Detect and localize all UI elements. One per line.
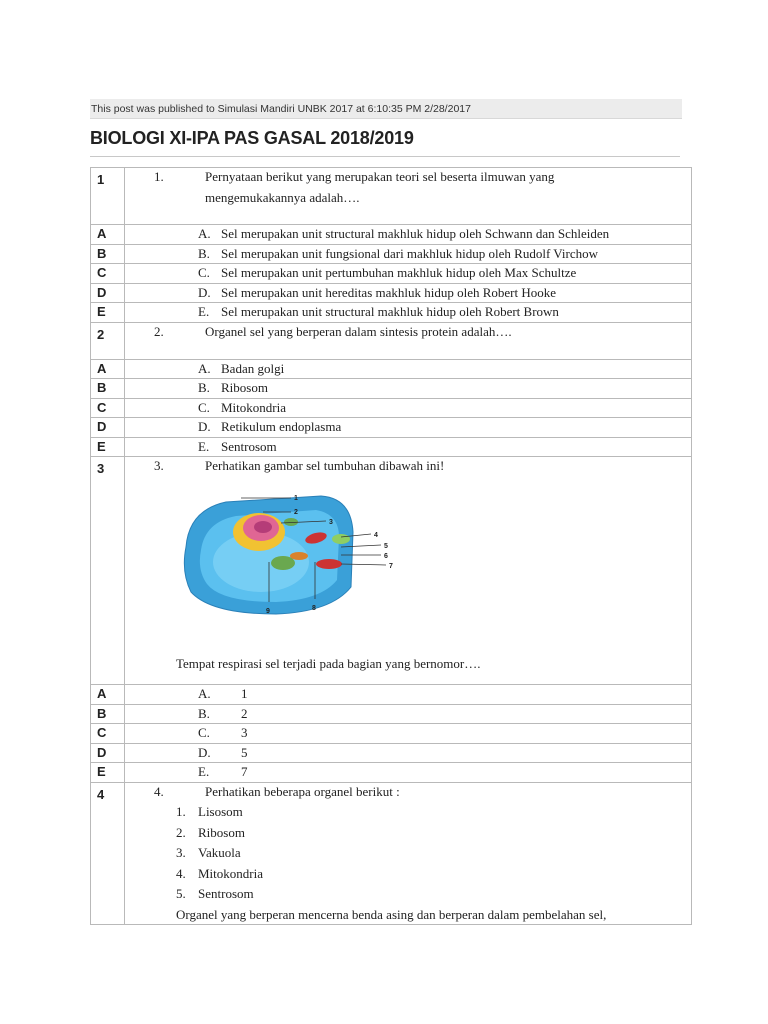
- page-title: BIOLOGI XI-IPA PAS GASAL 2018/2019: [90, 128, 414, 148]
- option-row[interactable]: [91, 225, 692, 245]
- option-key: D: [91, 283, 125, 303]
- option-text: Sel merupakan unit structural makhluk hidup oleh Schwann dan Schleiden: [221, 226, 610, 241]
- question-index: 4.: [154, 783, 164, 799]
- publish-banner: This post was published to Simulasi Mandiri UNBK 2017 at 6:10:35 PM 2/28/2017: [90, 99, 682, 119]
- option-row[interactable]: [91, 379, 692, 399]
- option-text: 5: [241, 744, 248, 760]
- option-label: C.: [198, 399, 210, 415]
- list-text: Vakuola: [198, 845, 241, 860]
- question-row: [91, 782, 692, 925]
- option-text: Sel merupakan unit hereditas makhluk hidup oleh Robert Hooke: [221, 284, 557, 300]
- option-text: 3: [241, 725, 248, 740]
- question-number: 3: [91, 457, 125, 685]
- option-key: B: [91, 379, 125, 399]
- diagram-label: 9: [266, 607, 270, 615]
- option-label: D.: [198, 284, 211, 300]
- option-row[interactable]: [91, 704, 692, 724]
- option-text: Badan golgi: [221, 360, 285, 376]
- option-row[interactable]: [91, 685, 692, 705]
- question-index: 2.: [154, 323, 164, 339]
- option-label: D.: [198, 744, 211, 760]
- question-text: [125, 168, 691, 207]
- list-text: Ribosom: [198, 824, 245, 840]
- list-number: 3.: [176, 845, 186, 860]
- option-key: A: [91, 359, 125, 379]
- option-label: A.: [198, 686, 211, 701]
- option-label: C.: [198, 725, 210, 740]
- diagram-label: 3: [329, 518, 333, 526]
- diagram-label: 7: [389, 562, 393, 570]
- option-label: E.: [198, 304, 210, 319]
- option-key: E: [91, 763, 125, 783]
- option-text: 1: [241, 686, 248, 701]
- diagram-label: 6: [384, 552, 388, 560]
- list-item: [125, 865, 691, 886]
- option-text: Sel merupakan unit pertumbuhan makhluk hidup oleh Max Schultze: [221, 265, 577, 280]
- option-row[interactable]: [91, 743, 692, 763]
- question-cell: [125, 322, 692, 359]
- question-text: [125, 323, 691, 342]
- question-cell: [125, 457, 692, 685]
- list-item: [125, 885, 691, 906]
- list-text: Sentrosom: [198, 886, 254, 901]
- diagram-label: 1: [294, 494, 298, 502]
- option-key: B: [91, 244, 125, 264]
- option-row[interactable]: [91, 264, 692, 284]
- option-label: B.: [198, 245, 210, 261]
- title-divider: [90, 156, 680, 157]
- question-row: [91, 322, 692, 359]
- diagram-label: 4: [374, 531, 378, 539]
- list-number: 2.: [176, 824, 186, 840]
- option-label: B.: [198, 380, 210, 395]
- option-key: C: [91, 264, 125, 284]
- option-row[interactable]: [91, 359, 692, 379]
- option-row[interactable]: [91, 437, 692, 457]
- question-prompt: Tempat respirasi sel terjadi pada bagian yang bernomor….: [176, 655, 481, 671]
- option-text: Retikulum endoplasma: [221, 419, 342, 434]
- list-number: 4.: [176, 865, 186, 881]
- option-row[interactable]: [91, 763, 692, 783]
- question-prompt: Organel yang berperan mencerna benda asing dan berperan dalam pembelahan sel,: [176, 906, 607, 922]
- option-key: C: [91, 398, 125, 418]
- question-number: 2: [91, 322, 125, 359]
- option-text: Sel merupakan unit structural makhluk hidup oleh Robert Brown: [221, 304, 559, 319]
- option-key: D: [91, 743, 125, 763]
- option-row[interactable]: [91, 724, 692, 744]
- diagram-label: 8: [312, 604, 316, 612]
- question-table: [90, 167, 692, 925]
- list-number: 5.: [176, 886, 186, 901]
- diagram-label: 2: [294, 508, 298, 516]
- question-number: 1: [91, 168, 125, 225]
- question-index: 3.: [154, 458, 164, 473]
- option-row[interactable]: [91, 303, 692, 323]
- option-label: B.: [198, 705, 210, 721]
- option-label: D.: [198, 419, 211, 434]
- option-text: Mitokondria: [221, 399, 286, 415]
- list-number: 1.: [176, 804, 186, 819]
- option-row[interactable]: [91, 398, 692, 418]
- diagram-label: 5: [384, 542, 388, 550]
- option-text: Ribosom: [221, 380, 268, 395]
- option-key: A: [91, 225, 125, 245]
- option-key: B: [91, 704, 125, 724]
- option-row[interactable]: [91, 283, 692, 303]
- list-item: [125, 803, 691, 824]
- list-text: Mitokondria: [198, 865, 263, 881]
- option-label: C.: [198, 265, 210, 280]
- list-text: Lisosom: [198, 804, 243, 819]
- option-key: D: [91, 418, 125, 438]
- option-text: Sentrosom: [221, 438, 277, 454]
- list-item: [125, 824, 691, 845]
- question-index: 1.: [154, 169, 164, 184]
- question-row: [91, 457, 692, 685]
- option-key: E: [91, 303, 125, 323]
- question-number: 4: [91, 782, 125, 925]
- question-line: Organel sel yang berperan dalam sintesis protein adalah….: [205, 323, 512, 339]
- question-text: [125, 783, 691, 802]
- option-row[interactable]: [91, 418, 692, 438]
- question-line: Perhatikan gambar sel tumbuhan dibawah ini!: [205, 458, 445, 473]
- option-key: C: [91, 724, 125, 744]
- option-text: 7: [241, 764, 248, 779]
- option-label: A.: [198, 360, 211, 376]
- question-row: [91, 168, 692, 225]
- question-line: mengemukakannya adalah….: [205, 189, 360, 205]
- question-cell: [125, 782, 692, 925]
- option-key: E: [91, 437, 125, 457]
- option-key: A: [91, 685, 125, 705]
- question-text: [125, 457, 691, 476]
- option-text: Sel merupakan unit fungsional dari makhluk hidup oleh Rudolf Virchow: [221, 245, 598, 261]
- question-line: Perhatikan beberapa organel berikut :: [205, 783, 400, 799]
- list-item: [125, 844, 691, 865]
- nucleus: [233, 513, 285, 551]
- option-label: E.: [198, 438, 210, 454]
- option-label: A.: [198, 226, 211, 241]
- question-line: Pernyataan berikut yang merupakan teori sel beserta ilmuwan yang: [205, 169, 555, 184]
- option-label: E.: [198, 764, 210, 779]
- plant-cell-diagram: [181, 492, 396, 617]
- option-row[interactable]: [91, 244, 692, 264]
- question-cell: [125, 168, 692, 225]
- option-text: 2: [241, 705, 248, 721]
